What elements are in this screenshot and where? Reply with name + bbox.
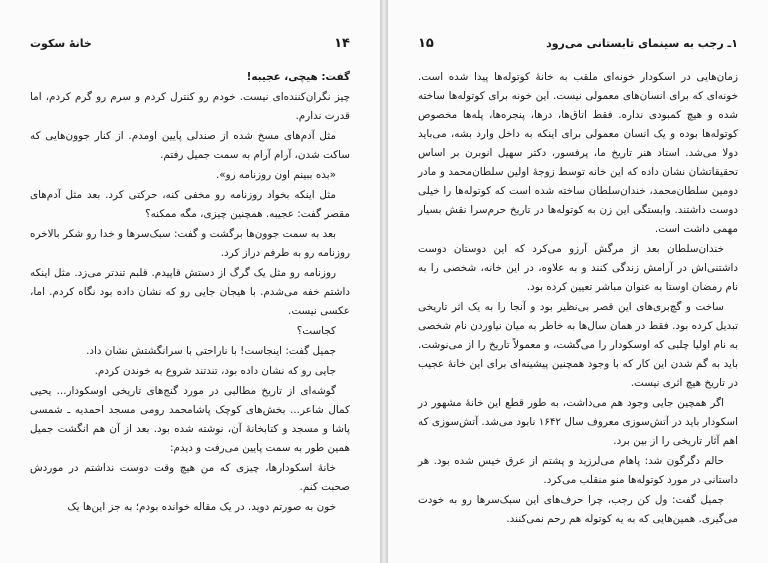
- paragraph: چیز نگران‌کننده‌ای نیست. خودم رو کنترل کردم و سرم رو گرم کردم، اما قدرت ندارم.: [30, 91, 350, 122]
- right-page-body: [418, 68, 738, 529]
- paragraph: جمیل گفت: اینجاست! با ناراحتی با سرانگشتش نشان داد.: [86, 345, 336, 357]
- paragraph: جمیل گفت: ول کن رجب، چرا حرف‌های این سبک‌سرها رو به خودت می‌گیری. همین‌هایی که به یه کوتوله هم رحم نمی‌کنند.: [418, 494, 738, 525]
- left-page-header: [30, 32, 350, 54]
- right-page: [388, 0, 768, 563]
- paragraph: زمان‌هایی در اسکودار خونه‌ای ملقب به خانهٔ کوتوله‌ها پیدا شده است. خونه‌ای که برای انسان‌های معمولی نیست. این خونه برای کوتوله‌ها ساخته شده و هیچ کمبودی نداره. فقط اتاق‌ها، درها، پنجره‌ها، پله‌ها مخصوص کوتوله‌ها بوده و یک انسان معمولی برای اینکه به داخل وارد بشه، می‌باید دولا می‌شد. استاد هنر تاریخ ما، پرفسور، دکتر سهیل انوبرن بر اساس تحقیقاتشان نشان داده که این خانه توسط زوجهٔ اولین سلطان‌محمد و مادر دومین سلطان‌محمد، خندان‌سلطان ساخته شده است که کوتوله‌ها را خیلی دوست داشتند. وابستگی این زن به کوتوله‌ها در تاریخ حرم‌سرا نقش بسیار مهمی داشت است.: [418, 71, 738, 235]
- paragraph: روزنامه رو مثل یک گرگ از دستش قاپیدم. قلبم تندتر می‌زد. مثل اینکه داشتم خفه می‌شدم. با هیجان جایی رو که نشان داده بود نگاه کردم. اما، عکسی نیست.: [30, 267, 350, 317]
- paragraph: خانهٔ اسکودارها، چیزی که من هیچ وقت دوست نداشتم در موردش صحبت کنم.: [30, 462, 350, 493]
- book-gutter: [380, 0, 388, 563]
- paragraph: گوشه‌ای از تاریخ مطالبی در مورد گنج‌های تاریخی اوسکودار... یحیی کمال شاعر... بخش‌های کوچک پاشامحمد رومی مسجد احمدیه ـ شمسی پاشا و مسجد و کتابخانهٔ آن، نوشته شده بود. بعد از آن هم انگشت جمیل همین طور به سمت پایین می‌رفت و دیدم:: [30, 385, 350, 454]
- paragraph: خندان‌سلطان بعد از مرگش آرزو می‌کرد که این دوستان دوست داشتنی‌اش در آرامش زندگی کنند و به علاوه، در این خانه، شخصی را به نام رمضان اوستا به عنوان مباشر تعیین کرده بود.: [418, 243, 738, 293]
- right-page-number: ۱۵: [418, 35, 434, 51]
- left-running-title: خانهٔ سکوت: [30, 36, 92, 50]
- left-page-body: [30, 68, 350, 517]
- paragraph: اگر همچین جایی وجود هم می‌داشت، به طور قطع این خانهٔ مشهور در اسکودار باید در آتش‌سوزی معروف سال ۱۶۴۲ نابود می‌شد. آتش‌سوزی که اهم آثار تاریخی را از بین برد.: [418, 397, 738, 447]
- right-running-title: ۱ـ رجب به سینمای تابستانی می‌رود: [546, 36, 738, 50]
- paragraph: «بده ببینم اون روزنامه رو».: [215, 169, 336, 181]
- paragraph: مثل آدم‌های مسخ شده از صندلی پایین اومدم. از کنار جوون‌هایی که ساکت شدن، آرام آرام به سمت جمیل رفتم.: [30, 130, 350, 161]
- paragraph: خون به صورتم دوید. در یک مقاله خوانده بودم؛ به جز این‌ها یک: [67, 501, 336, 513]
- paragraph: ساخت و گچ‌بری‌های این قصر بی‌نظیر بود و آنجا را به یک اثر تاریخی تبدیل کرده بود. فقط در همان سال‌ها به خاطر به میان نیاوردن نام شخصی به نام اولیا چلبی که اوسکودار را می‌گشت، و معمولاً تاریخ را از می‌نوشت. باید به گم شدن این کار که با وجود همچنین پیشینه‌ای برای این خانهٔ عجیب در تاریخ هیچ اثری نیست.: [418, 301, 738, 389]
- right-page-header: [418, 32, 738, 54]
- paragraph: حالم دگرگون شد: پاهام می‌لرزید و پشتم از عرق خیس شده بود. هر داستانی در مورد کوتوله‌ها منو منقلب می‌کرد.: [418, 455, 738, 486]
- paragraph: بعد به سمت جوون‌ها برگشت و گفت: سبک‌سرها و خدا رو شکر بالاخره روزنامه رو به طرفم دراز کرد.: [30, 228, 350, 259]
- paragraph: کجاست؟: [296, 325, 336, 337]
- left-page: [0, 0, 380, 563]
- left-page-number: ۱۴: [334, 35, 350, 51]
- paragraph: گفت: هیچی، عجیبه!: [246, 71, 350, 83]
- paragraph: جایی رو که نشان داده بود، تندتند شروع به خوندن کردم.: [94, 365, 336, 377]
- paragraph: مثل اینکه بخواد روزنامه رو مخفی کنه، حرکتی کرد. بعد مثل آدم‌های مقصر گفت: عجیبه. همچنین چیزی، مگه ممکنه؟: [30, 189, 350, 220]
